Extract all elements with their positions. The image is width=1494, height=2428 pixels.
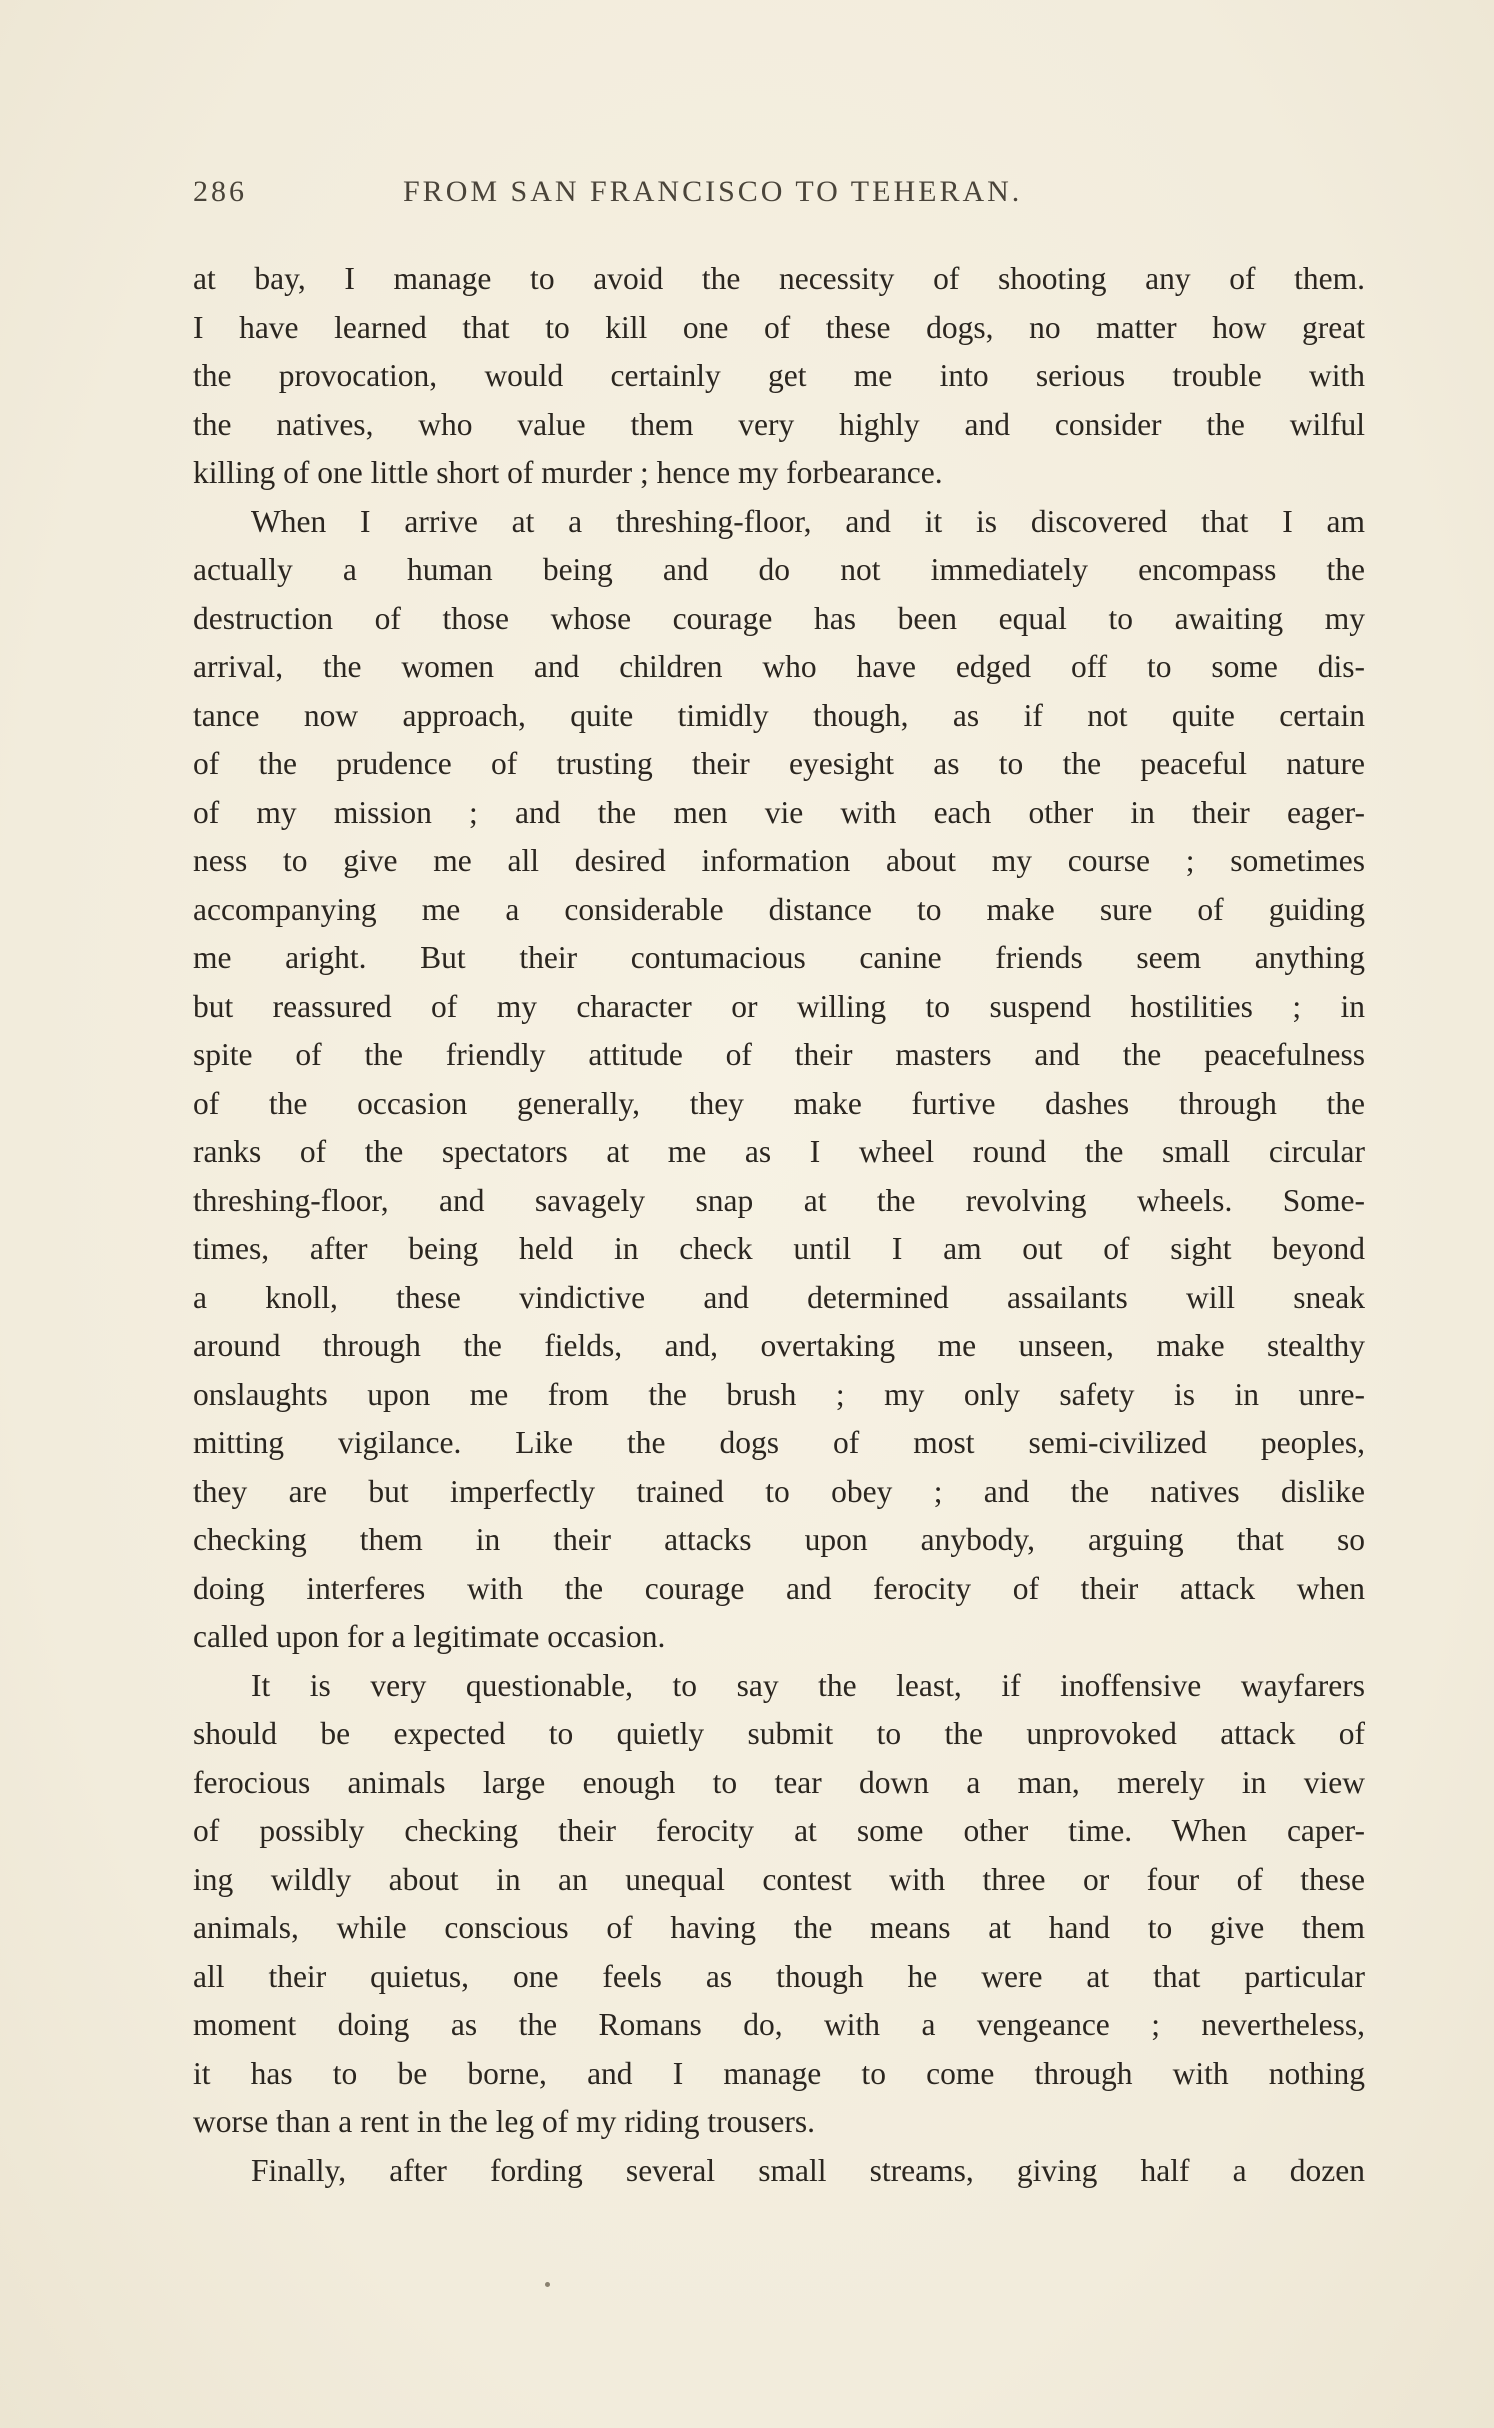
text-line: ranks of the spectators at me as I wheel round the small circular xyxy=(193,1134,1365,1169)
paper-speck xyxy=(545,2282,550,2287)
text-line: tance now approach, quite timidly though, as if not quite certain xyxy=(193,697,1365,733)
text-line: me aright. But their contumacious canine friends seem anything xyxy=(193,940,1365,975)
text-line: ness to give me all desired information about my course ; sometimes xyxy=(193,843,1365,878)
text-line: it has to be borne, and I manage to come through with nothing xyxy=(193,2055,1365,2091)
text-line: When I arrive at a threshing-floor, and it is discovered that I am xyxy=(251,503,1365,539)
text-line: checking them in their attacks upon anybody, arguing that so xyxy=(193,1522,1365,1557)
text-line: threshing-floor, and savagely snap at the revolving wheels. Some- xyxy=(193,1182,1365,1218)
text-line: animals, while conscious of having the means at hand to give them xyxy=(193,1910,1365,1945)
text-line: It is very questionable, to say the least, if inoffensive wayfarers xyxy=(251,1667,1365,1703)
text-line: mitting vigilance. Like the dogs of most semi-civilized peoples, xyxy=(193,1425,1365,1460)
text-line: of possibly checking their ferocity at some other time. When caper- xyxy=(193,1813,1365,1848)
text-line: they are but imperfectly trained to obey ; and the natives dislike xyxy=(193,1473,1365,1509)
text-line: arrival, the women and children who have edged off to some dis- xyxy=(193,649,1365,684)
text-line: actually a human being and do not immediately encompass the xyxy=(193,552,1365,587)
text-line: a knoll, these vindictive and determined assailants will sneak xyxy=(193,1279,1365,1315)
text-line: Finally, after fording several small streams, giving half a dozen xyxy=(251,2152,1365,2188)
text-line: but reassured of my character or willing to suspend hostilities ; in xyxy=(193,988,1365,1024)
text-line: all their quietus, one feels as though he were at that particular xyxy=(193,1958,1365,1994)
text-line: doing interferes with the courage and ferocity of their attack when xyxy=(193,1570,1365,1606)
text-line: should be expected to quietly submit to the unprovoked attack of xyxy=(193,1716,1365,1751)
page-number: 286 xyxy=(193,175,247,208)
text-line: around through the fields, and, overtaking me unseen, make stealthy xyxy=(193,1328,1365,1363)
text-line: moment doing as the Romans do, with a vengeance ; nevertheless, xyxy=(193,2007,1365,2042)
text-line: worse than a rent in the leg of my riding trousers. xyxy=(193,2104,815,2139)
text-line: the natives, who value them very highly and consider the wilful xyxy=(193,406,1365,442)
running-title: FROM SAN FRANCISCO TO TEHERAN. xyxy=(403,175,1023,208)
text-line: the provocation, would certainly get me into serious trouble with xyxy=(193,358,1365,393)
text-line: accompanying me a considerable distance to make sure of guiding xyxy=(193,891,1365,927)
text-line: I have learned that to kill one of these dogs, no matter how great xyxy=(193,309,1365,345)
text-line: called upon for a legitimate occasion. xyxy=(193,1619,666,1654)
text-line: ferocious animals large enough to tear down a man, merely in view xyxy=(193,1764,1365,1800)
body-text xyxy=(193,255,1365,2195)
text-line: of the occasion generally, they make furtive dashes through the xyxy=(193,1085,1365,1121)
text-line: at bay, I manage to avoid the necessity of shooting any of them. xyxy=(193,261,1365,296)
text-line: times, after being held in check until I am out of sight beyond xyxy=(193,1231,1365,1266)
text-line: spite of the friendly attitude of their masters and the peacefulness xyxy=(193,1037,1365,1072)
text-line: onslaughts upon me from the brush ; my only safety is in unre- xyxy=(193,1376,1365,1412)
text-line: ing wildly about in an unequal contest with three or four of these xyxy=(193,1861,1365,1897)
text-line: of the prudence of trusting their eyesight as to the peaceful nature xyxy=(193,746,1365,781)
text-line: destruction of those whose courage has been equal to awaiting my xyxy=(193,600,1365,636)
text-line: of my mission ; and the men vie with each other in their eager- xyxy=(193,794,1365,830)
text-line: killing of one little short of murder ; hence my forbearance. xyxy=(193,455,943,490)
running-head xyxy=(193,175,1373,219)
